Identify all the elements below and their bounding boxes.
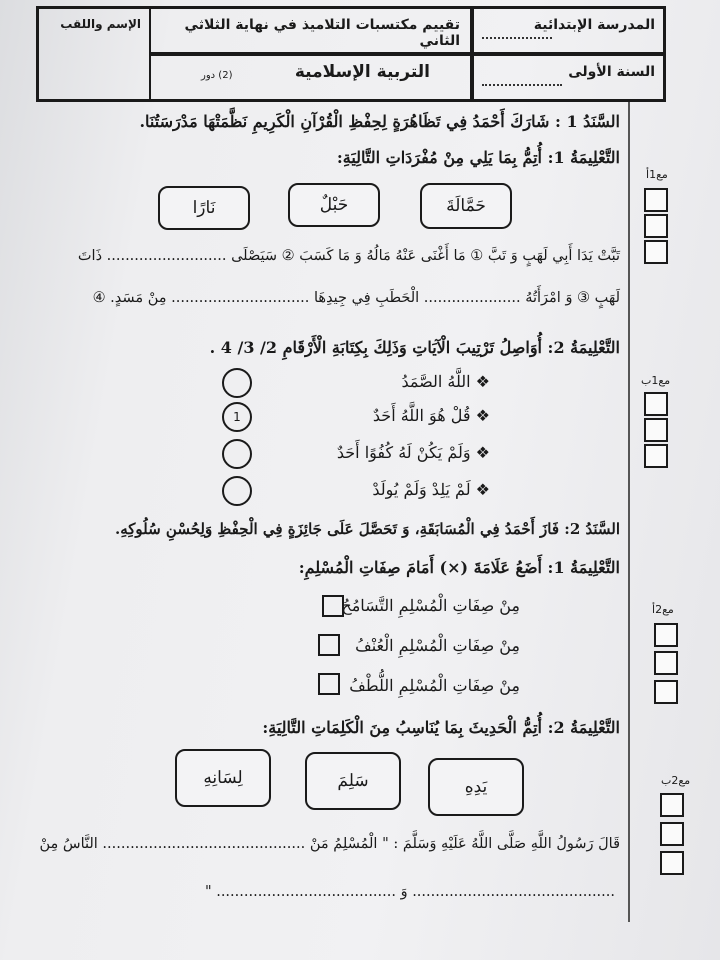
grade-box-1a[interactable] [644, 188, 668, 212]
hadith-line-1[interactable]: قَالَ رَسُولُ اللَّهِ صَلَّى اللَّهُ عَلَيْهِ وَسَلَّمَ : " الْمُسْلِمُ مَنْ ............................................ النَّاسُ مِنْ [39, 836, 620, 852]
grade-box-3a[interactable] [654, 623, 678, 647]
verse-item-1: ❖ اللَّهُ الصَّمَدُ [401, 372, 490, 391]
trait-checkbox-1[interactable] [322, 595, 344, 617]
grade-box-1c[interactable] [644, 240, 668, 264]
header-table [36, 6, 666, 102]
grade-label-2: مع1ب [641, 374, 671, 387]
title-cell [149, 9, 472, 54]
verse-blanks-line-1[interactable]: تَبَّتْ يَدَا أَبِي لَهَبٍ وَ تَبَّ ① مَا أَغْنَى عَنْهُ مَالُهُ وَ مَا كَسَبَ ② سَيَصْلَى .......................... ذَاتَ [77, 248, 620, 264]
duration-label: (2) دور [201, 70, 233, 81]
verse-blanks-line-2[interactable]: لَهَبٍ ③ وَ امْرَأَتُهُ ..................... الْحَطَبِ فِي جِيدِهَا .............................. مِنْ مَسَدٍ. ④ [92, 290, 620, 306]
school-dots [482, 37, 552, 39]
order-circle-4[interactable] [222, 476, 252, 506]
trait-2: مِنْ صِفَاتِ الْمُسْلِمِ الْعُنْفُ [355, 636, 520, 655]
grade-box-4c[interactable] [660, 851, 684, 875]
task-1-1: التَّعْلِيمَةُ 1: أُتِمُّ بِمَا يَلِي مِنْ مُفْرَدَاتِ التَّالِيَةِ: [336, 148, 620, 167]
grade-label-1: مع1أ [646, 168, 668, 181]
grade-label-4: مع2ب [661, 774, 691, 787]
trait-3: مِنْ صِفَاتِ الْمُسْلِمِ اللُّطْفُ [349, 676, 520, 695]
exam-title: تقييم مكتسبات التلاميذ في نهاية الثلاثي الثاني [184, 17, 460, 49]
trait-checkbox-2[interactable] [318, 634, 340, 656]
order-circle-1[interactable] [222, 368, 252, 398]
task-1-2: التَّعْلِيمَةُ 2: أُوَاصِلُ تَرْتِيبَ الْآيَاتِ وَذَلِكَ بِكِتَابَةِ الْأَرْقَامِ 2/ 3/ 4 . [209, 338, 620, 357]
school-cell [472, 9, 663, 54]
name-cell [39, 9, 149, 99]
task-2-2: التَّعْلِيمَةُ 2: أُتِمُّ الْحَدِيثَ بِمَا يُنَاسِبُ مِنَ الْكَلِمَاتِ التَّالِيَةِ: [262, 718, 620, 737]
verse-item-2: ❖ قُلْ هُوَ اللَّهُ أَحَدٌ [372, 406, 490, 425]
hadith-word-box-2: سَلِمَ [305, 752, 401, 810]
grade-cell [472, 54, 663, 99]
hadith-word-box-1: يَدِهِ [428, 758, 524, 816]
order-circle-3[interactable] [222, 439, 252, 469]
verse-item-4: ❖ لَمْ يَلِدْ وَلَمْ يُولَدْ [372, 480, 490, 499]
grading-margin-rule [628, 102, 630, 922]
name-label: الإسم واللقب [60, 17, 141, 31]
grade-box-4b[interactable] [660, 822, 684, 846]
grade-box-1b[interactable] [644, 214, 668, 238]
situation-1: السَّنَدُ 1 : شَارَكَ أَحْمَدُ فِي تَظَاهُرَةٍ لِحِفْظِ الْقُرْآنِ الْكَرِيمِ نَظَّمَتْهَا مَدْرَسَتُنَا. [139, 112, 620, 131]
grade-box-2c[interactable] [644, 444, 668, 468]
grade-box-2b[interactable] [644, 418, 668, 442]
verse-item-3: ❖ وَلَمْ يَكُنْ لَهُ كُفُوًا أَحَدٌ [336, 443, 490, 462]
school-label: المدرسة الإبتدائية [533, 17, 655, 33]
word-box-1: حَمَّالَةَ [420, 183, 512, 229]
grade-label-3: مع2أ [652, 603, 674, 616]
word-box-3: نَارًا [158, 186, 250, 230]
word-box-2: حَبْلٌ [288, 183, 380, 227]
situation-2: السَّنَدُ 2: فَازَ أَحْمَدُ فِي الْمُسَابَقَةِ، وَ تَحَصَّلَ عَلَى جَائِزَةٍ فِي الْحِفْظِ وَلِحُسْنِ سُلُوكِهِ. [115, 520, 620, 538]
hadith-word-box-3: لِسَانِهِ [175, 749, 271, 807]
trait-checkbox-3[interactable] [318, 673, 340, 695]
subject-cell [149, 54, 472, 99]
grade-label: السنة الأولى [568, 64, 655, 80]
order-circle-2[interactable]: 1 [222, 402, 252, 432]
task-2-1: التَّعْلِيمَةُ 1: أَضَعُ عَلَامَةَ (×) أَمَامَ صِفَاتِ الْمُسْلِمِ: [298, 558, 620, 577]
hadith-line-2[interactable]: ............................................ وَ ....................................... " [204, 884, 615, 900]
trait-1: مِنْ صِفَاتِ الْمُسْلِمِ التَّسَامُحُ [341, 596, 520, 615]
grade-dots [482, 84, 562, 86]
grade-box-3b[interactable] [654, 651, 678, 675]
grade-box-4a[interactable] [660, 793, 684, 817]
grade-box-3c[interactable] [654, 680, 678, 704]
subject-label: التربية الإسلامية [294, 62, 430, 82]
grade-box-2a[interactable] [644, 392, 668, 416]
